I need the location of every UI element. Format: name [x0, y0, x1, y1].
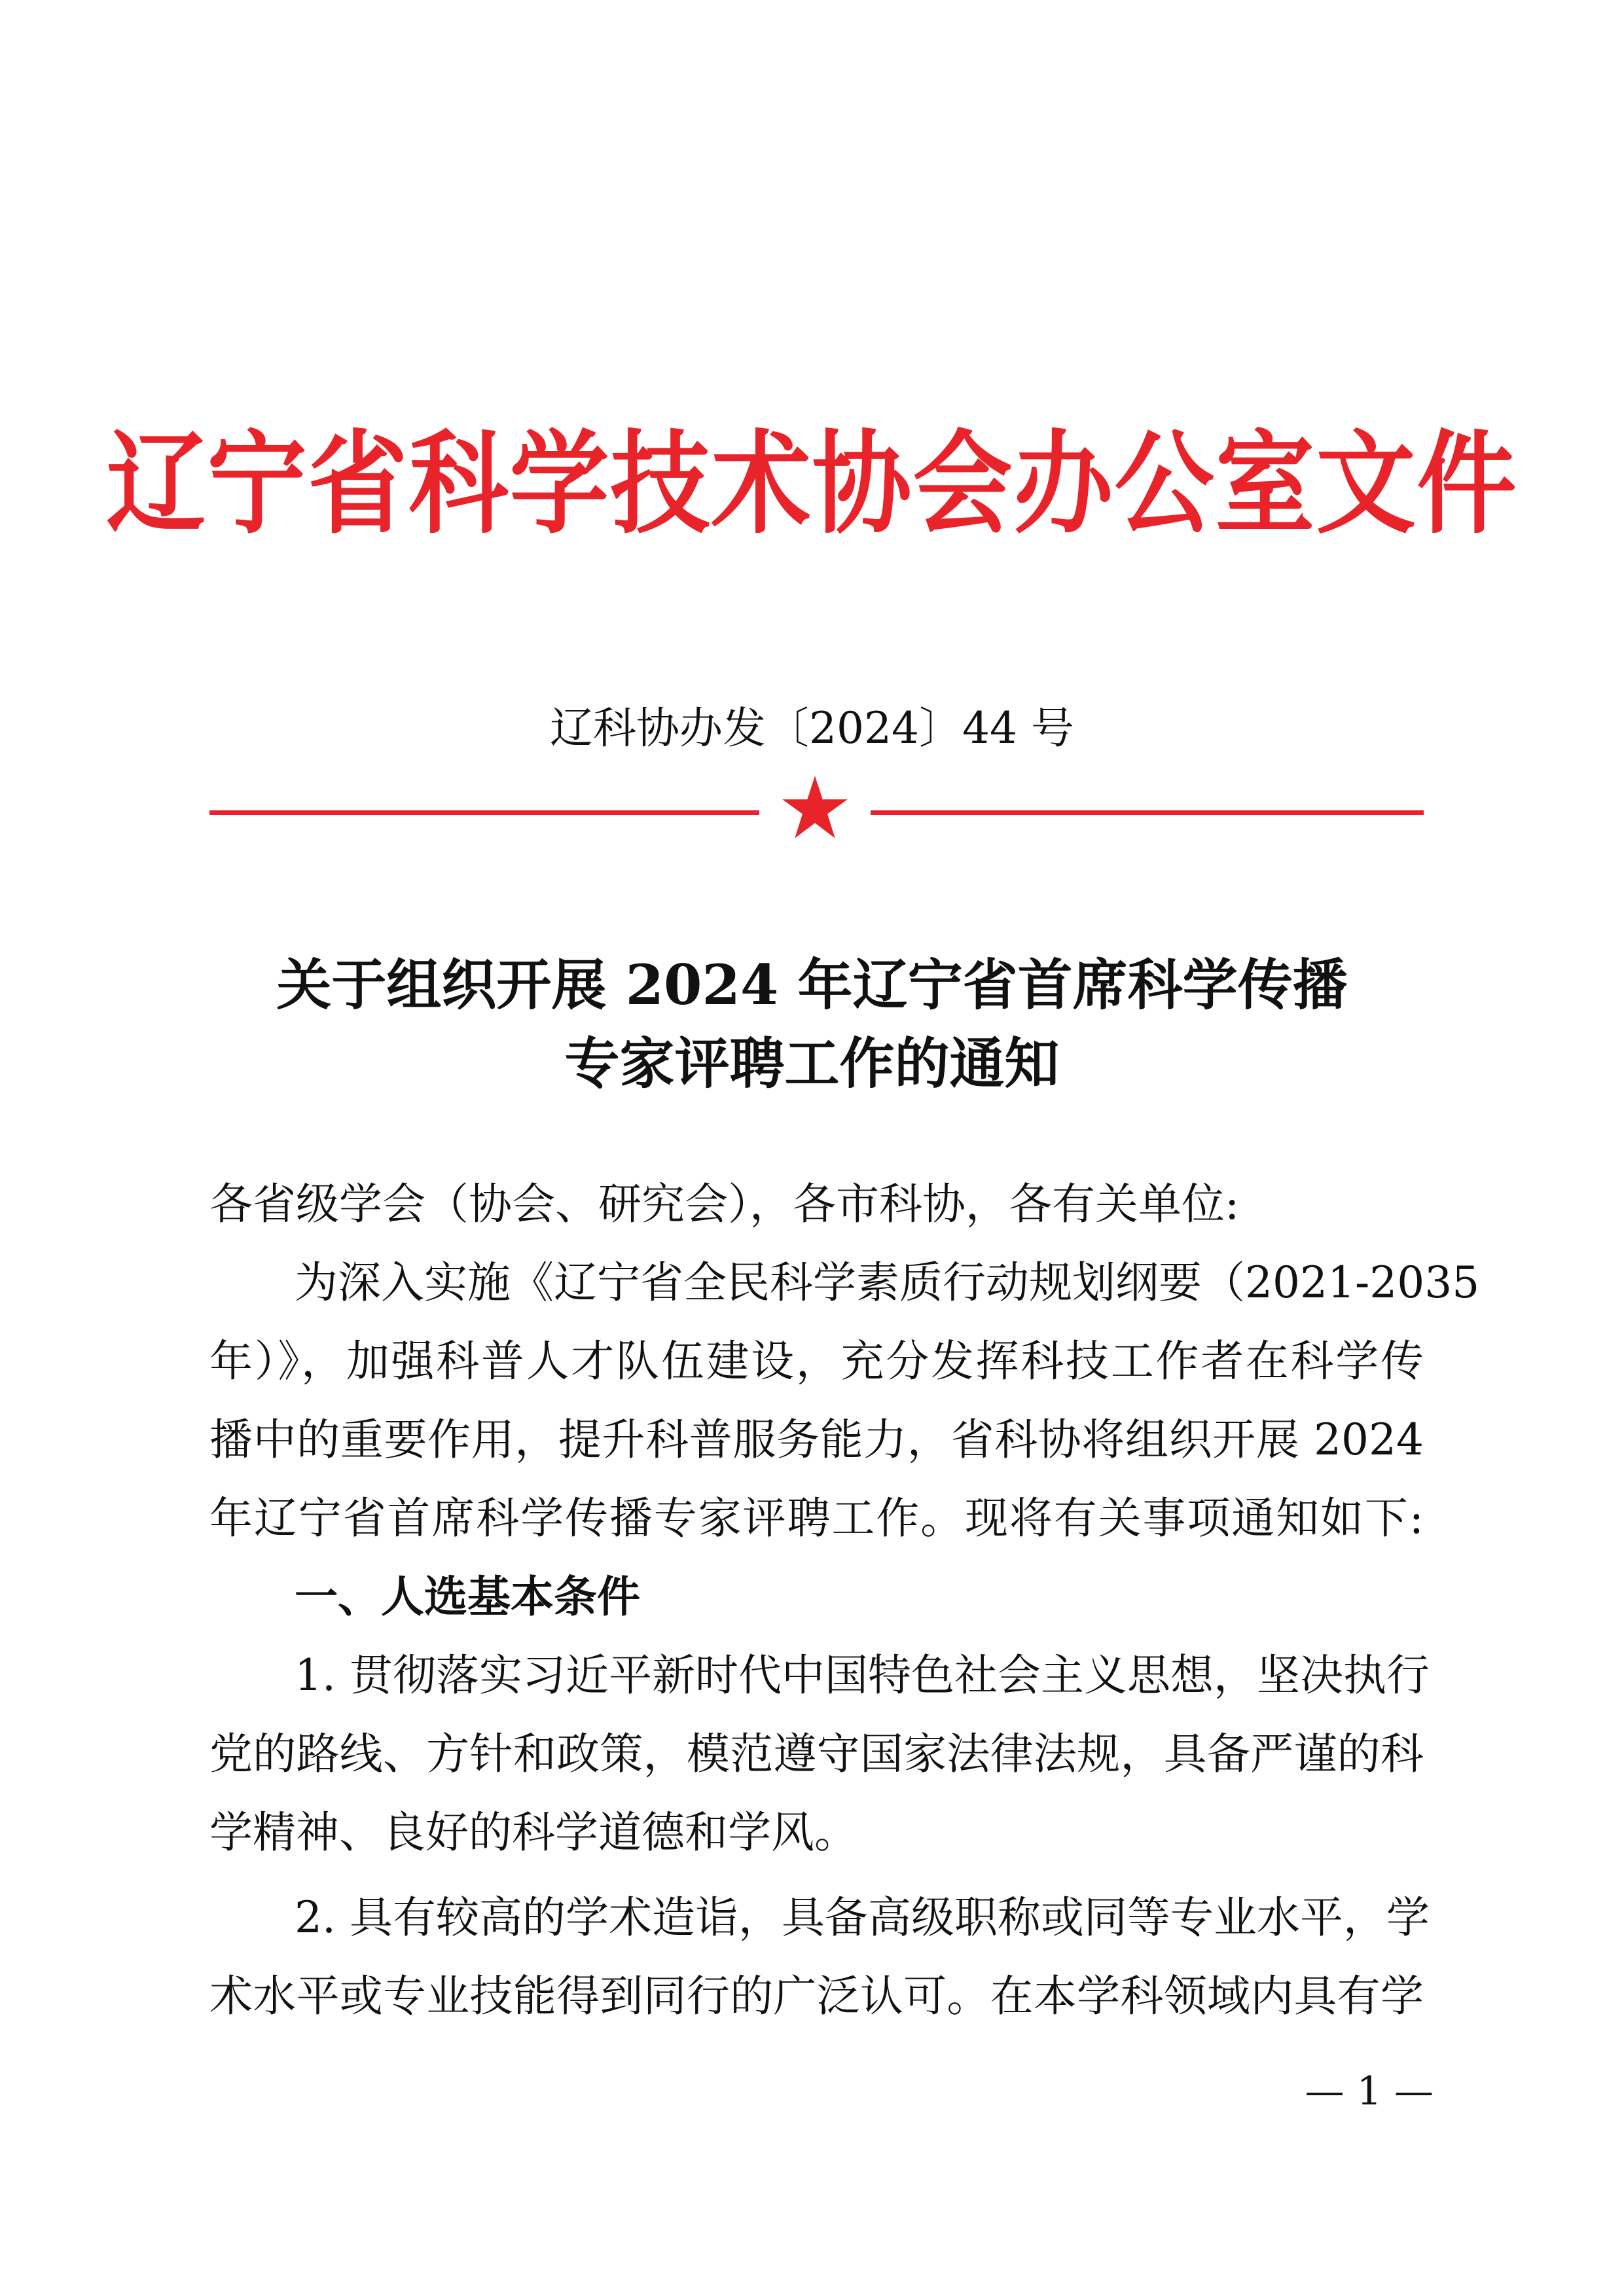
notice-title-line-1: 关于组织开展 2024 年辽宁省首席科学传播: [276, 952, 1348, 1017]
intro-line-3: 播中的重要作用，提升科普服务能力，省科协将组织开展 2024: [209, 1415, 1424, 1465]
document-number: 辽科协办发〔2024〕44 号: [550, 703, 1074, 753]
item-1-line-3: 学精神、良好的科学道德和学风。: [209, 1807, 857, 1858]
red-star-icon: [780, 773, 850, 842]
masthead-title: 辽宁省科学技术协会办公室文件: [106, 419, 1518, 549]
item-2-line-1: 2. 具有较高的学术造诣，具备高级职称或同等专业水平，学: [295, 1892, 1430, 1943]
item-1-line-2: 党的路线、方针和政策，模范遵守国家法律法规，具备严谨的科: [209, 1729, 1424, 1779]
red-divider-left: [209, 810, 759, 815]
page-number: — 1 —: [1305, 2068, 1434, 2114]
intro-line-2: 年）》，加强科普人才队伍建设，充分发挥科技工作者在科学传: [209, 1336, 1424, 1386]
intro-line-1: 为深入实施《辽宁省全民科学素质行动规划纲要（2021-2035: [295, 1257, 1480, 1308]
notice-title-line-2: 专家评聘工作的通知: [564, 1031, 1060, 1096]
red-divider-right: [871, 810, 1424, 815]
item-2-line-2: 术水平或专业技能得到同行的广泛认可。在本学科领域内具有学: [209, 1971, 1424, 2021]
addressee: 各省级学会（协会、研究会），各市科协，各有关单位:: [209, 1179, 1240, 1229]
item-1-line-1: 1. 贯彻落实习近平新时代中国特色社会主义思想，坚决执行: [295, 1650, 1430, 1701]
section-1-heading: 一、人选基本条件: [295, 1572, 640, 1622]
intro-line-4: 年辽宁省首席科学传播专家评聘工作。现将有关事项通知如下:: [209, 1493, 1424, 1543]
